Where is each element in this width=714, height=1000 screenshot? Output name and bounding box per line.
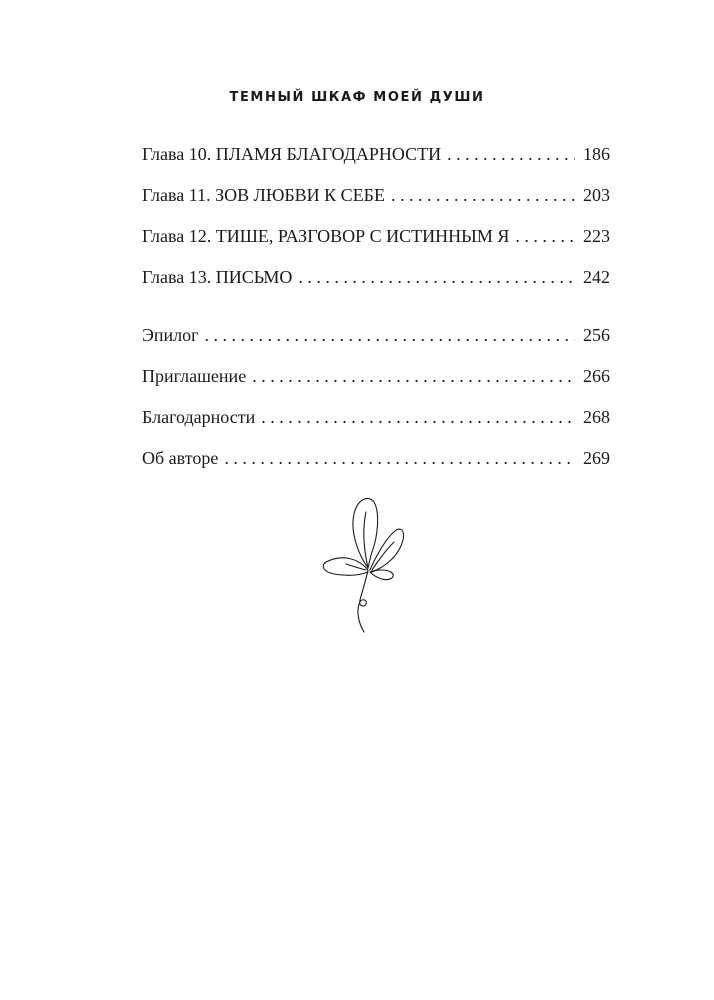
butterfly-line-art-icon <box>316 492 412 634</box>
dot-leader <box>205 323 575 347</box>
toc-entry <box>142 405 610 446</box>
toc-entry <box>142 142 610 183</box>
toc-entry-label: Глава 12. ТИШЕ, РАЗГОВОР С ИСТИННЫМ Я <box>142 226 510 246</box>
toc-entry-label: Глава 13. ПИСЬМО <box>142 267 293 287</box>
toc-back-matter <box>142 323 610 487</box>
dot-leader <box>224 446 575 470</box>
toc-entry-page: 266 <box>583 366 610 386</box>
toc-entry-page: 256 <box>583 325 610 345</box>
toc-entry <box>142 224 610 265</box>
toc-entry-page: 186 <box>583 144 610 164</box>
toc-entry-label: Эпилог <box>142 325 199 345</box>
running-head: ТЕМНЫЙ ШКАФ МОЕЙ ДУШИ <box>229 90 485 105</box>
dot-leader <box>261 405 575 429</box>
toc-entry-label: Глава 11. ЗОВ ЛЮБВИ К СЕБЕ <box>142 185 386 205</box>
dot-leader <box>447 142 575 166</box>
dot-leader <box>391 183 575 207</box>
toc-entry-page: 223 <box>583 226 610 246</box>
dot-leader <box>252 364 575 388</box>
toc-entry-label: Глава 10. ПЛАМЯ БЛАГОДАРНОСТИ <box>142 144 442 164</box>
dot-leader <box>515 224 575 248</box>
toc-entry-label: Благодарности <box>142 407 256 427</box>
toc-entry <box>142 364 610 405</box>
toc-entry-page: 268 <box>583 407 610 427</box>
toc-entry-page: 203 <box>583 185 610 205</box>
toc-entry <box>142 265 610 306</box>
toc-chapters <box>142 142 610 306</box>
dot-leader <box>298 265 575 289</box>
toc-entry-label: Об авторе <box>142 448 219 468</box>
toc-entry-label: Приглашение <box>142 366 247 386</box>
toc-entry-page: 242 <box>583 267 610 287</box>
toc-entry <box>142 323 610 364</box>
toc-entry <box>142 446 610 487</box>
toc-entry-page: 269 <box>583 448 610 468</box>
toc-entry <box>142 183 610 224</box>
